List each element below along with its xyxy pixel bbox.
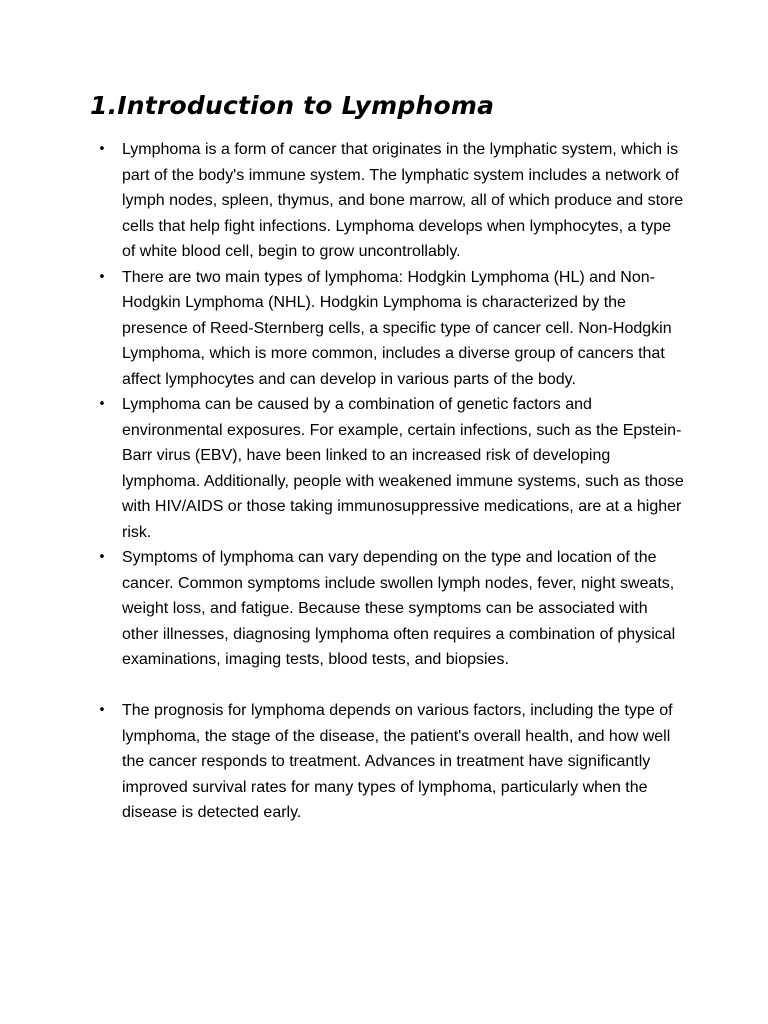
page-title: 1.Introduction to Lymphoma	[90, 91, 495, 120]
list-item	[96, 392, 686, 545]
bullet-list	[96, 137, 686, 826]
list-item	[96, 265, 686, 393]
bullet-icon: •	[98, 703, 106, 718]
bullet-icon: •	[98, 550, 106, 565]
list-item	[96, 545, 686, 673]
list-item-text: The prognosis for lymphoma depends on various factors, including the type of lymphoma, the stage of the disease, the patient's overall health, and how well the cancer responds to treatment. Advances in treatment have significantly improved survival rates for many types of lymphoma, particularly when the disease is detected early.	[122, 702, 673, 821]
list-item-text: Symptoms of lymphoma can vary depending on the type and location of the cancer. Common symptoms include swollen lymph nodes, fever, night sweats, weight loss, and fatigue. Because these symptoms can be associated with other illnesses, diagnosing lymphoma often requires a combination of physical examinations, imaging tests, blood tests, and biopsies.	[122, 549, 676, 668]
list-item-text: There are two main types of lymphoma: Hodgkin Lymphoma (HL) and Non-Hodgkin Lymphoma (NHL). Hodgkin Lymphoma is characterized by the presence of Reed-Sternberg cells, a specific type of cancer cell. Non-Hodgkin Lymphoma, which is more common, includes a diverse group of cancers that affect lymphocytes and can develop in various parts of the body.	[122, 268, 672, 388]
bullet-icon: •	[98, 269, 106, 285]
list-item-text: Lymphoma can be caused by a combination of genetic factors and environmental exposures. For example, certain infections, such as the Epstein-Barr virus (EBV), have been linked to an increased risk of developing lymphoma. Additionally, people with weakened immune systems, such as those with HIV/AIDS or those taking immunosuppressive medications, are at a higher risk.	[122, 396, 684, 541]
list-item	[96, 698, 686, 826]
list-item-text: Lymphoma is a form of cancer that originates in the lymphatic system, which is part of the body's immune system. The lymphatic system includes a network of lymph nodes, spleen, thymus, and bone marrow, all of which produce and store cells that help fight infections. Lymphoma develops when lymphocytes, a type of white blood cell, begin to grow uncontrollably.	[122, 141, 684, 260]
bullet-icon: •	[98, 142, 106, 157]
list-item	[96, 137, 686, 265]
bullet-icon: •	[98, 397, 106, 412]
